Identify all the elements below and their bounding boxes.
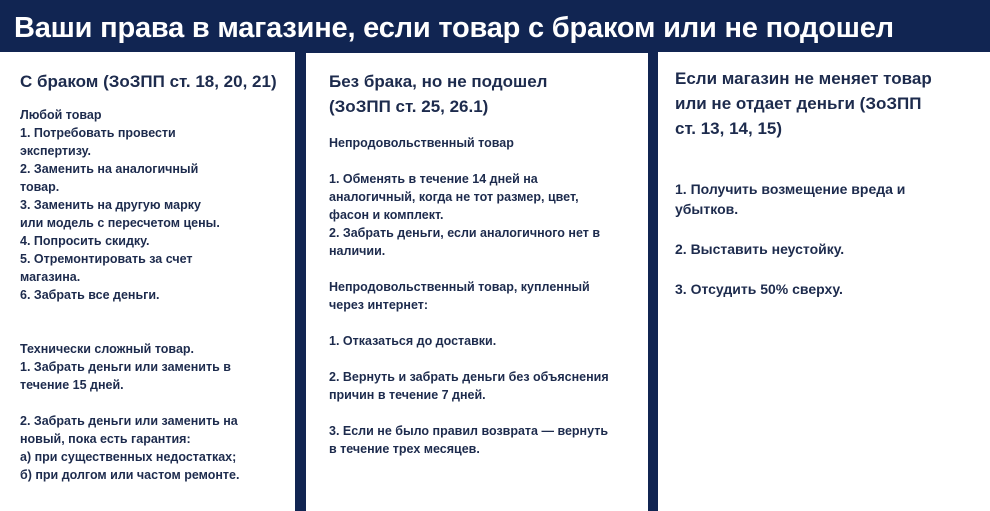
panel-heading: Без брака, но не подошел (ЗоЗПП ст. 25, 26.1) — [329, 72, 548, 116]
panel-heading: С браком (ЗоЗПП ст. 18, 20, 21) — [20, 72, 277, 91]
panel-defective — [0, 52, 295, 511]
panel-body: 1. Получить возмещение вреда и убытков. 2. Выставить неустойку. 3. Отсудить 50% сверху. — [675, 181, 906, 297]
panel-body: Любой товар 1. Потребовать провести экспертизу. 2. Заменить на аналогичный товар. 3. Заменить на другую марку или модель с пересчетом цены. 4. Попросить скидку. 5. Отремонтировать за счет магазина. 6. Забрать все деньги. Технически сложный товар. 1. Забрать деньги или заменить в течение 15 дней. 2. Забрать деньги или заменить на новый, пока есть гарантия: а) при существенных недостатках; б) при долгом или частом ремонте. — [20, 108, 240, 482]
panel-not-suitable — [306, 53, 648, 511]
panel-store-refuses — [658, 52, 990, 511]
panel-body: Непродовольственный товар 1. Обменять в течение 14 дней на аналогичный, когда не тот размер, цвет, фасон и комплект. 2. Забрать деньги, если аналогичного нет в наличии. Непродовольственный товар, купленный через интернет: 1. Отказаться до доставки. 2. Вернуть и забрать деньги без объяснения причин в течение 7 дней. 3. Если не было правил возврата — вернуть в течение трех месяцев. — [329, 136, 609, 456]
panel-heading: Если магазин не меняет товар или не отдает деньги (ЗоЗПП ст. 13, 14, 15) — [675, 69, 932, 138]
page-title: Ваши права в магазине, если товар с браком или не подошел — [14, 12, 894, 44]
